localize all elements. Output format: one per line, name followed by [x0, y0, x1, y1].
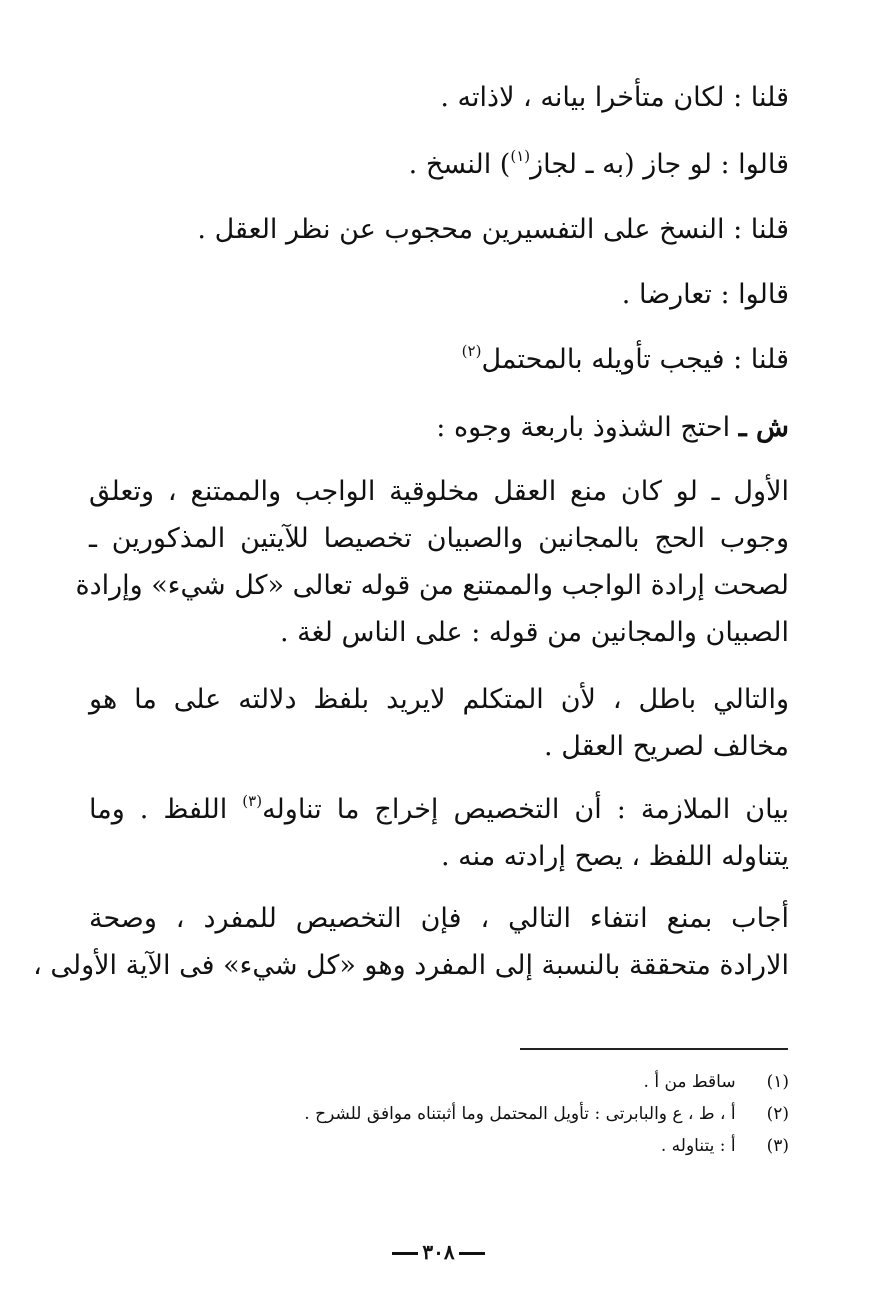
paragraph-1-line: الصبيان والمجانين من قوله : على الناس لغة . — [280, 617, 789, 648]
dialogue-line-3: قلنا : النسخ على التفسيرين محجوب عن نظر العقل . — [197, 214, 789, 245]
section-heading — [436, 408, 789, 448]
paragraph-3-text-a: بيان الملازمة : أن التخصيص إخراج ما تناوله — [262, 794, 789, 825]
page-number-value: ٣٠٨ — [422, 1240, 455, 1264]
paragraph-1-line: وجوب الحج بالمجانين والصبيان تخصيصا للآيتين المذكورين ـ — [89, 523, 789, 554]
dialogue-line-2 — [409, 145, 789, 185]
dialogue-line-4: قالوا : تعارضا . — [621, 279, 789, 310]
page-number-dash — [392, 1252, 418, 1255]
footnote-2 — [169, 1100, 789, 1128]
dialogue-line-2-text-b: ) النسخ . — [408, 149, 511, 180]
paragraph-1-line: لصحت إرادة الواجب والممتنع من قوله تعالى «كل شيء» وإرادة — [75, 570, 789, 601]
footnote-text: أ ، ط ، ع والبابرتى : تأويل المحتمل وما أثبتناه موافق للشرح . — [304, 1104, 736, 1124]
footnote-text: أ : يتناوله . — [660, 1136, 736, 1156]
footnote-number: (٢) — [766, 1104, 789, 1124]
paragraph-2-line: والتالي باطل ، لأن المتكلم لايريد بلفظ دلالته على ما هو — [89, 684, 789, 715]
paragraph-1-line: الأول ـ لو كان منع العقل مخلوقية الواجب والممتنع ، وتعلق — [89, 476, 789, 507]
paragraph-4-line: أجاب بمنع انتفاء التالي ، فإن التخصيص للمفرد ، وصحة — [89, 903, 789, 934]
footnote-number: (١) — [766, 1072, 789, 1092]
page-number-dash — [459, 1252, 485, 1255]
paragraph-4 — [33, 895, 789, 989]
paragraph-3-line: يتناوله اللفظ ، يصح إرادته منه . — [440, 841, 789, 872]
footnote-3 — [169, 1132, 789, 1160]
page-number — [0, 1240, 877, 1264]
section-heading-text: احتج الشذوذ باربعة وجوه : — [436, 412, 739, 443]
footnote-separator — [520, 1048, 788, 1050]
dialogue-line-2-text-a: قالوا : لو جاز (به ـ لجاز — [530, 149, 789, 180]
paragraph-2 — [89, 676, 789, 770]
paragraph-1 — [75, 468, 789, 656]
dialogue-line-1: قلنا : لكان متأخرا بيانه ، لاذاته . — [440, 82, 789, 113]
paragraph-2-line: مخالف لصريح العقل . — [544, 731, 789, 762]
paragraph-4-line: الارادة متحققة بالنسبة إلى المفرد وهو «كل شيء» فى الآية الأولى ، — [33, 950, 789, 981]
footnote-number: (٣) — [766, 1136, 789, 1156]
footnote-text: ساقط من أ . — [643, 1072, 736, 1092]
section-marker: ش ـ — [738, 412, 789, 443]
paragraph-3-text-b: اللفظ . وما — [89, 794, 243, 825]
paragraph-3 — [89, 786, 789, 880]
paragraph-3-line — [89, 786, 789, 833]
footnote-ref-1: (١) — [510, 147, 531, 165]
footnote-ref-3: (٣) — [242, 792, 263, 810]
footnote-1 — [169, 1068, 789, 1096]
footnote-ref-2: (٢) — [461, 342, 482, 360]
dialogue-line-5 — [462, 340, 789, 380]
dialogue-line-5-text: قلنا : فيجب تأويله بالمحتمل — [481, 344, 789, 375]
